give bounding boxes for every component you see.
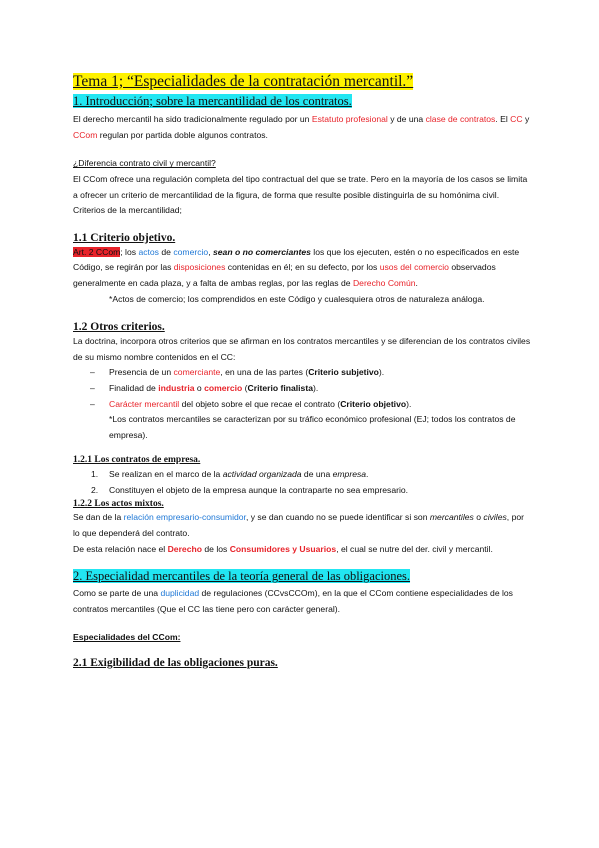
list-item: 1. Se realizan en el marco de la actividad organizada de una empresa. — [91, 469, 369, 480]
doctrine-paragraph: La doctrina, incorpora otros criterios que se afirman en los contratos mercantiles y se diferencian de los contratos civiles de su mismo nombre contenidos en el CC: — [73, 336, 531, 362]
acts-note: *Actos de comercio; los comprendidos en este Código y cualesquiera otros de naturaleza análoga. — [109, 293, 485, 304]
criteria-intro: Criterios de la mercantilidad; — [73, 205, 182, 216]
title-text: Tema 1; “Especialidades de la contratación mercantil.” — [73, 73, 414, 90]
section-1-2-1-heading: 1.2.1 Los contratos de empresa. — [73, 455, 201, 466]
document-title — [73, 72, 533, 92]
difference-paragraph: El CCom ofrece una regulación completa del tipo contractual del que se trate. Pero en la mayoría de los casos se limita a ofrecer un criterio de mercantilidad de la figura, de forma que resulte posible distinguirla de su homónima civil. — [73, 173, 528, 200]
section-1-heading: 1. Introducción; sobre la mercantilidad de los contratos. — [73, 93, 352, 108]
professional-traffic-note: *Los contratos mercantiles se caracterizan por su tráfico económico profesional (EJ; todos los contratos de empresa). — [109, 414, 516, 440]
list-item: 2. Constituyen el objeto de la empresa aunque la contraparte no sea empresario. — [91, 484, 409, 495]
criteria-item: – Finalidad de industria o comercio (Criterio finalista). — [73, 381, 533, 397]
criteria-item: – Presencia de un comerciante, en una de las partes (Criterio subjetivo). — [73, 365, 533, 381]
intro-paragraph: El derecho mercantil ha sido tradicionalmente regulado por un Estatuto profesional y de una clase de contratos. El CC y CCom regulan por partida doble algunos contratos. — [73, 114, 530, 140]
ccom-specialties-heading: Especialidades del CCom: — [73, 632, 181, 643]
section-1-1-heading: 1.1 Criterio objetivo. — [73, 231, 176, 244]
criteria-item: – Carácter mercantil del objeto sobre el que recae el contrato (Criterio objetivo). — [73, 397, 533, 413]
document-page — [73, 72, 533, 670]
section-1-2-2-heading: 1.2.2 Los actos mixtos. — [73, 499, 164, 510]
question-heading: ¿Diferencia contrato civil y mercantil? — [73, 158, 216, 169]
consumer-rights-paragraph: De esta relación nace el Derecho de los Consumidores y Usuarios, el cual se nutre del der. civil y mercantil. — [73, 543, 493, 554]
section-1-2-heading: 1.2 Otros criterios. — [73, 321, 165, 334]
duplicity-paragraph: Como se parte de una duplicidad de regulaciones (CCvsCCOm), en la que el CCom contiene especialidades de los contratos mercantiles (Que el CC las tiene pero con carácter general). — [73, 588, 513, 614]
mixed-acts-paragraph: Se dan de la relación empresario-consumidor, y se dan cuando no se puede identificar si son mercantiles o civiles, por lo que dependerá del contrato. — [73, 512, 524, 539]
article-2-paragraph: Art. 2 CCom; los actos de comercio, sean o no comerciantes los que los ejecuten, estén o no especificados en este Código, se regirán por las disposiciones contenidas en él; en su defecto, por los usos del comercio observados generalmente en cada plaza, y a falta de ambas reglas, por las reglas de Derecho Común. — [73, 246, 520, 288]
section-2-heading: 2. Especialidad mercantiles de la teoría general de las obligaciones. — [73, 569, 411, 584]
section-2-1-heading: 2.1 Exigibilidad de las obligaciones puras. — [73, 657, 278, 670]
article-tag: Art. 2 CCom — [73, 246, 121, 257]
